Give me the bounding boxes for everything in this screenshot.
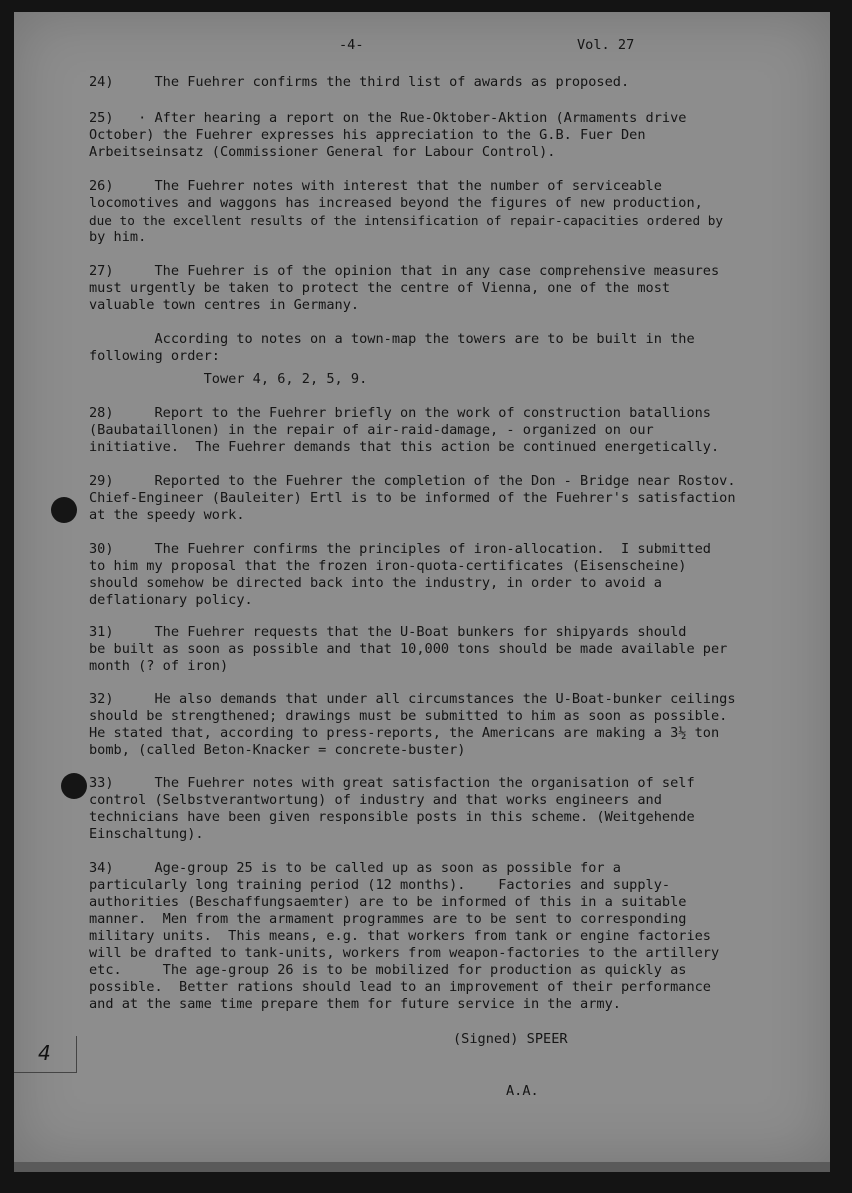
punch-hole-upper bbox=[51, 497, 77, 523]
paragraph-28-line-2: (Baubataillonen) in the repair of air-raid-damage, - organized on our bbox=[89, 422, 654, 438]
paragraph-32-line-1: 32) He also demands that under all circumstances the U-Boat-bunker ceilings bbox=[89, 691, 736, 707]
paragraph-25-line-3: Arbeitseinsatz (Commissioner General for Labour Control). bbox=[89, 144, 556, 160]
paragraph-32-line-4: bomb, (called Beton-Knacker = concrete-buster) bbox=[89, 742, 466, 758]
paragraph-27-line-3: valuable town centres in Germany. bbox=[89, 297, 360, 313]
paragraph-28-line-3: initiative. The Fuehrer demands that this action be continued energetically. bbox=[89, 439, 720, 455]
paragraph-34-line-8: possible. Better rations should lead to an improvement of their performance bbox=[89, 979, 711, 995]
paragraph-30-line-1: 30) The Fuehrer confirms the principles of iron-allocation. I submitted bbox=[89, 541, 711, 557]
paragraph-31-line-2: be built as soon as possible and that 10,000 tons should be made available per bbox=[89, 641, 728, 657]
paragraph-34-line-6: will be drafted to tank-units, workers from weapon-factories to the artillery bbox=[89, 945, 720, 961]
page-number: -4- bbox=[339, 37, 364, 53]
paragraph-27-line-2: must urgently be taken to protect the centre of Vienna, one of the most bbox=[89, 280, 671, 296]
paragraph-29-line-1: 29) Reported to the Fuehrer the completion of the Don - Bridge near Rostov. bbox=[89, 473, 736, 489]
paragraph-33-line-2: control (Selbstverantwortung) of industry and that works engineers and bbox=[89, 792, 662, 808]
paragraph-25-line-2: October) the Fuehrer expresses his appreciation to the G.B. Fuer Den bbox=[89, 127, 646, 143]
paragraph-34-line-3: authorities (Beschaffungsaemter) are to be informed of this in a suitable bbox=[89, 894, 687, 910]
handwritten-page-mark: 4 bbox=[38, 1041, 51, 1065]
tower-note-line-1: According to notes on a town-map the towers are to be built in the bbox=[89, 331, 695, 347]
signature: (Signed) SPEER bbox=[453, 1031, 568, 1047]
footer-initials: A.A. bbox=[506, 1083, 539, 1099]
paragraph-30-line-4: deflationary policy. bbox=[89, 592, 253, 608]
paragraph-30-line-3: should somehow be directed back into the industry, in order to avoid a bbox=[89, 575, 662, 591]
paragraph-29-line-2: Chief-Engineer (Bauleiter) Ertl is to be informed of the Fuehrer's satisfaction bbox=[89, 490, 736, 506]
paragraph-32-line-3: He stated that, according to press-reports, the Americans are making a 3½ ton bbox=[89, 725, 720, 741]
paragraph-31-line-3: month (? of iron) bbox=[89, 658, 229, 674]
paragraph-24-line-1: 24) The Fuehrer confirms the third list of awards as proposed. bbox=[89, 74, 630, 90]
punch-hole-lower bbox=[61, 773, 87, 799]
paragraph-34-line-7: etc. The age-group 26 is to be mobilized for production as quickly as bbox=[89, 962, 687, 978]
paragraph-34-line-5: military units. This means, e.g. that workers from tank or engine factories bbox=[89, 928, 711, 944]
paragraph-25-line-1: 25) · After hearing a report on the Rue-Oktober-Aktion (Armaments drive bbox=[89, 110, 687, 126]
paragraph-33-line-4: Einschaltung). bbox=[89, 826, 204, 842]
page-edge bbox=[14, 1162, 830, 1172]
paragraph-26-line-1: 26) The Fuehrer notes with interest that the number of serviceable bbox=[89, 178, 662, 194]
paragraph-28-line-1: 28) Report to the Fuehrer briefly on the work of construction batallions bbox=[89, 405, 711, 421]
paragraph-34-line-1: 34) Age-group 25 is to be called up as soon as possible for a bbox=[89, 860, 621, 876]
paragraph-26-line-4: by him. bbox=[89, 229, 147, 245]
paragraph-26-line-2: locomotives and waggons has increased beyond the figures of new production, bbox=[89, 195, 703, 211]
paragraph-33-line-1: 33) The Fuehrer notes with great satisfaction the organisation of self bbox=[89, 775, 695, 791]
paragraph-29-line-3: at the speedy work. bbox=[89, 507, 245, 523]
paragraph-33-line-3: technicians have been given responsible posts in this scheme. (Weitgehende bbox=[89, 809, 695, 825]
tower-note-line-2: following order: bbox=[89, 348, 220, 364]
paragraph-31-line-1: 31) The Fuehrer requests that the U-Boat bunkers for shipyards should bbox=[89, 624, 687, 640]
tower-order: Tower 4, 6, 2, 5, 9. bbox=[89, 371, 368, 387]
volume-label: Vol. 27 bbox=[577, 37, 635, 53]
paragraph-27-line-1: 27) The Fuehrer is of the opinion that in any case comprehensive measures bbox=[89, 263, 720, 279]
paragraph-34-line-9: and at the same time prepare them for future service in the army. bbox=[89, 996, 621, 1012]
paragraph-34-line-2: particularly long training period (12 months). Factories and supply- bbox=[89, 877, 671, 893]
paragraph-30-line-2: to him my proposal that the frozen iron-quota-certificates (Eisenscheine) bbox=[89, 558, 687, 574]
paragraph-26-line-3: due to the excellent results of the intensification of repair-capacities ordered by bbox=[89, 213, 723, 228]
paragraph-32-line-2: should be strengthened; drawings must be submitted to him as soon as possible. bbox=[89, 708, 728, 724]
paragraph-34-line-4: manner. Men from the armament programmes are to be sent to corresponding bbox=[89, 911, 687, 927]
